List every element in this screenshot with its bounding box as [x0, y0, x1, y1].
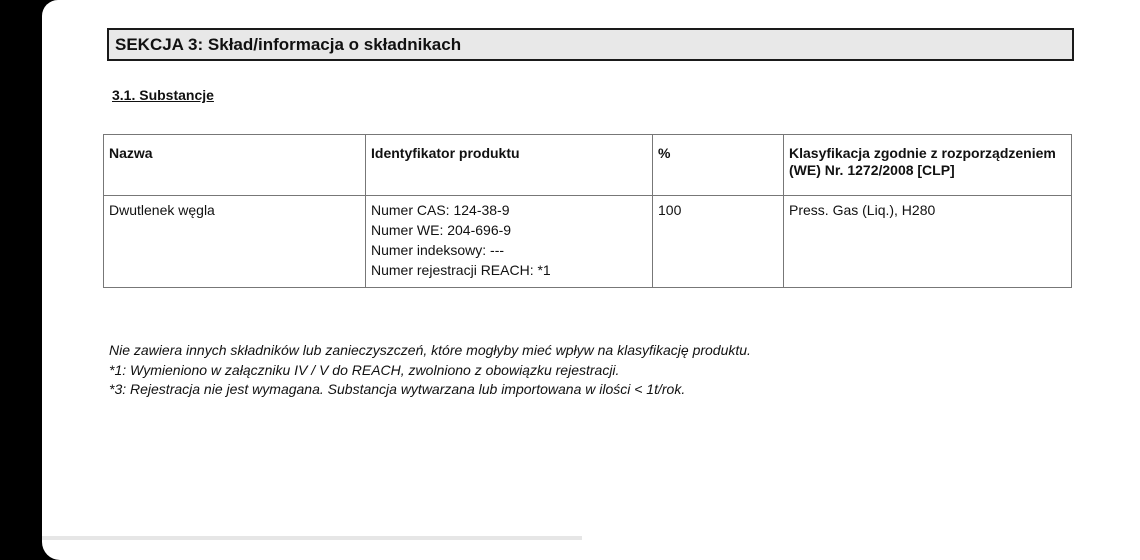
table-header-row — [104, 135, 1072, 196]
cell-percent: 100 — [653, 196, 784, 288]
header-classification: Klasyfikacja zgodnie z rozporządzeniem (WE) Nr. 1272/2008 [CLP] — [784, 135, 1072, 196]
table-row — [104, 196, 1072, 288]
header-identifier: Identyfikator produktu — [366, 135, 653, 196]
section-header — [107, 28, 1074, 61]
header-percent: % — [653, 135, 784, 196]
document-page — [42, 0, 1140, 560]
page-edge-shadow — [42, 536, 582, 540]
identifier-index: Numer indeksowy: --- — [371, 242, 505, 258]
note-no-impurities: Nie zawiera innych składników lub zanieczyszczeń, które mogłyby mieć wpływ na klasyfikację produktu. — [109, 342, 751, 358]
note-footnote-1: *1: Wymieniono w załączniku IV / V do REACH, zwolniono z obowiązku rejestracji. — [109, 361, 620, 378]
identifier-reach: Numer rejestracji REACH: *1 — [371, 262, 551, 278]
composition-table — [103, 134, 1072, 288]
cell-classification: Press. Gas (Liq.), H280 — [784, 196, 1072, 288]
notes-block — [109, 341, 751, 400]
cell-name: Dwutlenek węgla — [104, 196, 366, 288]
section-title: SEKCJA 3: Skład/informacja o składnikach — [115, 34, 462, 54]
note-footnote-3: *3: Rejestracja nie jest wymagana. Substancja wytwarzana lub importowana w ilości < 1t/rok. — [109, 381, 686, 397]
identifier-cas: Numer CAS: 124-38-9 — [371, 202, 510, 218]
header-name: Nazwa — [104, 135, 366, 196]
subsection-title: 3.1. Substancje — [112, 87, 214, 103]
identifier-we: Numer WE: 204-696-9 — [371, 222, 512, 238]
cell-identifiers — [366, 196, 653, 288]
